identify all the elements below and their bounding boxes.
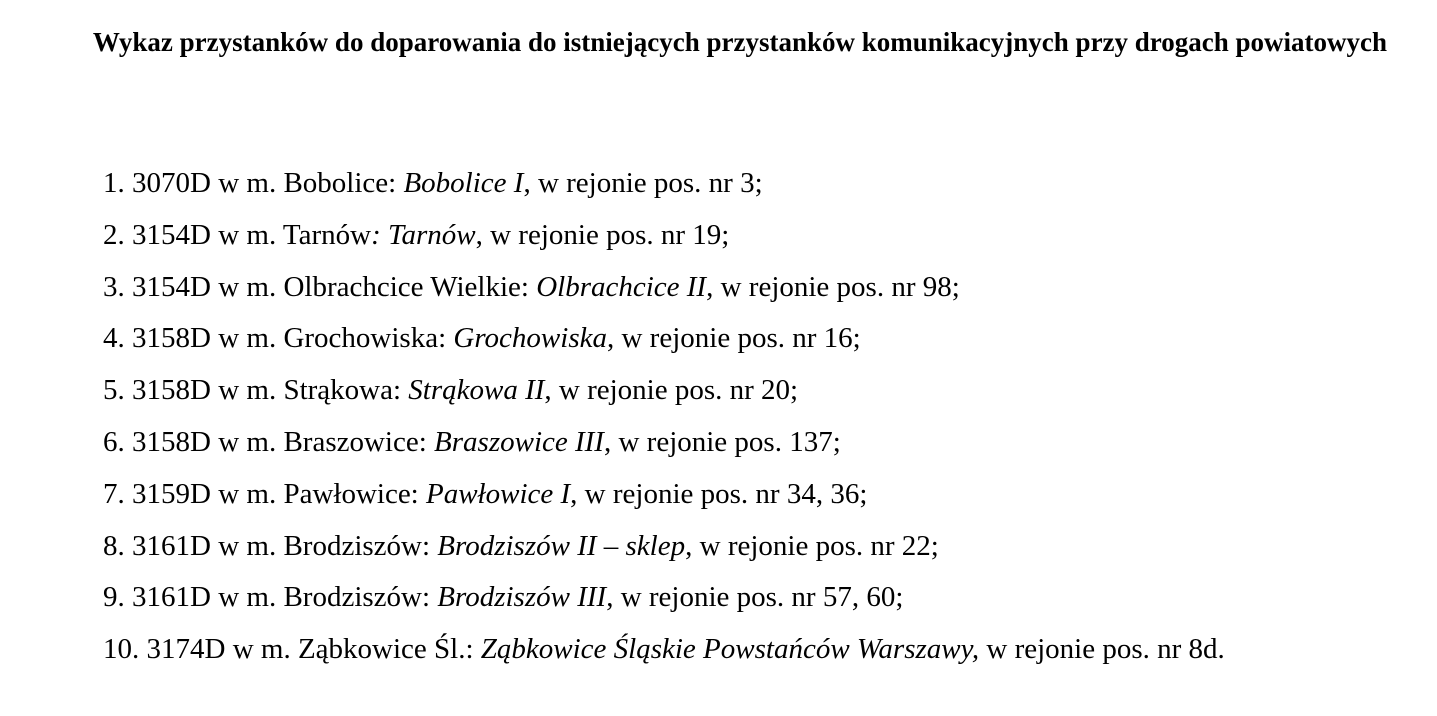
item-road-and-town: 1. 3070D w m. Bobolice: bbox=[103, 167, 404, 199]
item-stop-name: Grochowiska bbox=[453, 322, 607, 355]
item-road-and-town: 4. 3158D w m. Grochowiska: bbox=[103, 322, 454, 355]
item-road-and-town: 9. 3161D w m. Brodziszów: bbox=[103, 581, 438, 614]
list-item bbox=[103, 262, 1225, 314]
item-road-and-town: 7. 3159D w m. Pawłowice: bbox=[103, 477, 426, 510]
list-item bbox=[103, 210, 1225, 262]
item-road-and-town: 10. 3174D w m. Ząbkowice Śl.: bbox=[103, 633, 481, 666]
item-road-and-town: 3. 3154D w m. Olbrachcice Wielkie: bbox=[103, 270, 537, 303]
list-item bbox=[103, 158, 1225, 210]
item-location: , w rejonie pos. 137; bbox=[603, 425, 841, 458]
item-location: , w rejonie pos. nr 98; bbox=[706, 270, 960, 303]
item-road-and-town: 8. 3161D w m. Brodziszów: bbox=[103, 529, 438, 562]
item-stop-name: Pawłowice I bbox=[426, 477, 571, 510]
bus-stop-list bbox=[103, 158, 1225, 676]
item-stop-name: Strąkowa II bbox=[408, 374, 545, 407]
item-road-and-town: 2. 3154D w m. Tarnów bbox=[103, 218, 372, 251]
item-stop-name: Olbrachcice II bbox=[536, 270, 707, 303]
item-stop-name: Brodziszów III bbox=[437, 581, 607, 614]
list-item bbox=[103, 521, 1225, 573]
list-item bbox=[103, 572, 1225, 624]
item-road-and-town: 5. 3158D w m. Strąkowa: bbox=[103, 374, 409, 407]
item-stop-name: Bobolice I bbox=[403, 167, 524, 199]
item-location: , w rejonie pos. nr 34, 36; bbox=[570, 477, 868, 510]
list-item bbox=[103, 313, 1225, 365]
document-title: Wykaz przystanków do doparowania do istniejących przystanków komunikacyjnych przy drogach powiatowych bbox=[92, 27, 1388, 57]
list-item bbox=[103, 417, 1225, 469]
item-stop-name: : Tarnów bbox=[371, 218, 476, 251]
list-item bbox=[103, 365, 1225, 417]
item-stop-name: Ząbkowice Śląskie Powstańców Warszawy, bbox=[480, 633, 980, 666]
list-item bbox=[103, 469, 1225, 521]
item-location: , w rejonie pos. nr 22; bbox=[685, 529, 939, 562]
item-road-and-town: 6. 3158D w m. Braszowice: bbox=[103, 425, 435, 458]
item-location: w rejonie pos. nr 8d. bbox=[979, 633, 1225, 666]
list-item bbox=[103, 624, 1225, 676]
item-location: , w rejonie pos. nr 57, 60; bbox=[606, 581, 904, 614]
item-location: , w rejonie pos. nr 20; bbox=[544, 374, 799, 407]
item-location: , w rejonie pos. nr 3; bbox=[523, 167, 763, 199]
item-location: , w rejonie pos. nr 16; bbox=[606, 322, 861, 355]
item-location: , w rejonie pos. nr 19; bbox=[475, 218, 730, 251]
item-stop-name: Braszowice III bbox=[434, 425, 604, 458]
item-stop-name: Brodziszów II – sklep bbox=[437, 529, 686, 562]
